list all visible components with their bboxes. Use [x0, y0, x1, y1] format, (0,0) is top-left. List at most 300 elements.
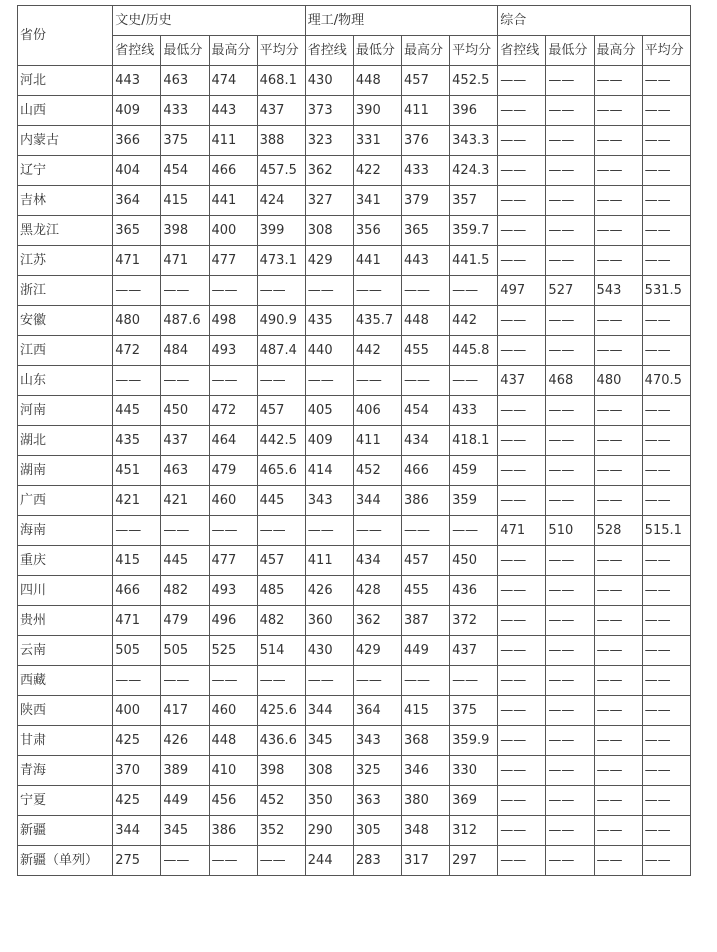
score-cell: 436 — [450, 576, 498, 606]
score-cell: 459 — [450, 456, 498, 486]
score-cell: 379 — [402, 186, 450, 216]
score-cell: —— — [546, 456, 594, 486]
province-cell: 江苏 — [18, 246, 113, 276]
score-cell: —— — [209, 516, 257, 546]
score-cell: —— — [450, 276, 498, 306]
score-cell: —— — [498, 336, 546, 366]
score-cell: 455 — [402, 336, 450, 366]
score-cell: —— — [161, 846, 209, 876]
score-cell: 443 — [402, 246, 450, 276]
score-cell: —— — [546, 396, 594, 426]
province-cell: 广西 — [18, 486, 113, 516]
score-cell: 464 — [209, 426, 257, 456]
score-cell: 468 — [546, 366, 594, 396]
score-cell: —— — [642, 546, 690, 576]
score-cell: 345 — [161, 816, 209, 846]
table-row — [18, 726, 691, 756]
score-cell: 404 — [113, 156, 161, 186]
score-cell: —— — [161, 276, 209, 306]
score-cell: —— — [209, 276, 257, 306]
score-cell: —— — [642, 636, 690, 666]
score-cell: 448 — [353, 66, 401, 96]
score-cell: —— — [594, 486, 642, 516]
score-cell: —— — [642, 696, 690, 726]
score-cell: 244 — [305, 846, 353, 876]
header-row-groups — [18, 6, 691, 36]
score-cell: 430 — [305, 66, 353, 96]
score-cell: 365 — [113, 216, 161, 246]
score-cell: 441 — [353, 246, 401, 276]
score-cell: 454 — [402, 396, 450, 426]
score-cell: —— — [498, 726, 546, 756]
score-cell: —— — [546, 786, 594, 816]
score-cell: —— — [113, 516, 161, 546]
score-cell: 424.3 — [450, 156, 498, 186]
score-cell: 456 — [209, 786, 257, 816]
score-cell: —— — [546, 246, 594, 276]
score-cell: —— — [642, 96, 690, 126]
score-cell: 440 — [305, 336, 353, 366]
score-cell: 421 — [113, 486, 161, 516]
table-row — [18, 516, 691, 546]
score-cell: —— — [642, 306, 690, 336]
score-cell: —— — [546, 306, 594, 336]
score-cell: —— — [402, 276, 450, 306]
score-cell: —— — [161, 666, 209, 696]
score-cell: 425 — [113, 786, 161, 816]
subheader-cell: 平均分 — [257, 36, 305, 66]
score-cell: —— — [305, 666, 353, 696]
score-cell: —— — [642, 396, 690, 426]
score-cell: —— — [209, 846, 257, 876]
score-cell: —— — [498, 396, 546, 426]
subheader-cell: 省控线 — [113, 36, 161, 66]
score-cell: 344 — [305, 696, 353, 726]
score-cell: 474 — [209, 66, 257, 96]
score-cell: —— — [594, 216, 642, 246]
score-cell: 525 — [209, 636, 257, 666]
score-cell: 400 — [209, 216, 257, 246]
score-cell: —— — [161, 516, 209, 546]
score-cell: 345 — [305, 726, 353, 756]
table-row — [18, 606, 691, 636]
score-cell: —— — [594, 666, 642, 696]
score-cell: —— — [498, 486, 546, 516]
group-header-science: 理工/物理 — [305, 6, 498, 36]
province-cell: 山西 — [18, 96, 113, 126]
province-cell: 浙江 — [18, 276, 113, 306]
province-cell: 湖北 — [18, 426, 113, 456]
score-cell: —— — [546, 186, 594, 216]
table-row — [18, 456, 691, 486]
score-cell: 472 — [113, 336, 161, 366]
score-cell: 359 — [450, 486, 498, 516]
score-cell: 471 — [113, 606, 161, 636]
province-cell: 吉林 — [18, 186, 113, 216]
subheader-cell: 最高分 — [594, 36, 642, 66]
score-cell: 443 — [113, 66, 161, 96]
score-cell: 471 — [498, 516, 546, 546]
score-cell: 470.5 — [642, 366, 690, 396]
table-row — [18, 486, 691, 516]
score-cell: —— — [498, 96, 546, 126]
table-row — [18, 576, 691, 606]
score-cell: 433 — [161, 96, 209, 126]
admission-scores-table — [17, 5, 691, 876]
score-cell: 472 — [209, 396, 257, 426]
score-cell: 428 — [353, 576, 401, 606]
province-cell: 河南 — [18, 396, 113, 426]
score-cell: 375 — [161, 126, 209, 156]
score-cell: —— — [594, 606, 642, 636]
score-cell: 450 — [450, 546, 498, 576]
header-row-subheaders — [18, 36, 691, 66]
score-cell: —— — [113, 276, 161, 306]
score-cell: 348 — [402, 816, 450, 846]
score-cell: 457 — [257, 396, 305, 426]
score-cell: 445.8 — [450, 336, 498, 366]
score-cell: 490.9 — [257, 306, 305, 336]
score-cell: —— — [546, 846, 594, 876]
score-cell: 528 — [594, 516, 642, 546]
score-cell: 437 — [257, 96, 305, 126]
score-cell: —— — [594, 396, 642, 426]
score-cell: —— — [594, 126, 642, 156]
score-cell: —— — [546, 756, 594, 786]
score-cell: 373 — [305, 96, 353, 126]
score-cell: 477 — [209, 546, 257, 576]
score-cell: 426 — [305, 576, 353, 606]
score-cell: —— — [498, 306, 546, 336]
score-cell: 435.7 — [353, 306, 401, 336]
score-cell: 454 — [161, 156, 209, 186]
score-cell: 343 — [305, 486, 353, 516]
table-row — [18, 366, 691, 396]
score-cell: 323 — [305, 126, 353, 156]
score-cell: 312 — [450, 816, 498, 846]
score-cell: —— — [642, 666, 690, 696]
province-cell: 安徽 — [18, 306, 113, 336]
score-cell: 346 — [402, 756, 450, 786]
score-cell: 369 — [450, 786, 498, 816]
score-cell: —— — [498, 756, 546, 786]
score-cell: —— — [257, 276, 305, 306]
score-cell: 415 — [113, 546, 161, 576]
province-cell: 青海 — [18, 756, 113, 786]
score-cell: 356 — [353, 216, 401, 246]
score-cell: —— — [594, 66, 642, 96]
score-cell: —— — [353, 276, 401, 306]
score-cell: 433 — [402, 156, 450, 186]
score-cell: 487.4 — [257, 336, 305, 366]
subheader-cell: 平均分 — [642, 36, 690, 66]
score-cell: —— — [642, 186, 690, 216]
score-cell: 515.1 — [642, 516, 690, 546]
score-cell: 479 — [161, 606, 209, 636]
table-row — [18, 546, 691, 576]
score-cell: 421 — [161, 486, 209, 516]
score-cell: 409 — [305, 426, 353, 456]
subheader-cell: 省控线 — [498, 36, 546, 66]
score-cell: 398 — [161, 216, 209, 246]
table-row — [18, 156, 691, 186]
score-cell: 425 — [113, 726, 161, 756]
score-cell: 308 — [305, 756, 353, 786]
score-cell: 430 — [305, 636, 353, 666]
province-cell: 重庆 — [18, 546, 113, 576]
score-cell: 275 — [113, 846, 161, 876]
score-cell: 496 — [209, 606, 257, 636]
table-row — [18, 126, 691, 156]
score-cell: 457 — [257, 546, 305, 576]
score-cell: 441.5 — [450, 246, 498, 276]
score-cell: —— — [498, 246, 546, 276]
score-cell: 448 — [209, 726, 257, 756]
score-cell: —— — [594, 546, 642, 576]
score-cell: —— — [546, 816, 594, 846]
score-cell: 406 — [353, 396, 401, 426]
score-cell: 425.6 — [257, 696, 305, 726]
score-cell: —— — [594, 336, 642, 366]
score-cell: 343 — [353, 726, 401, 756]
score-cell: 415 — [402, 696, 450, 726]
score-cell: 283 — [353, 846, 401, 876]
score-cell: 363 — [353, 786, 401, 816]
score-cell: —— — [642, 66, 690, 96]
score-cell: 411 — [209, 126, 257, 156]
score-cell: —— — [546, 546, 594, 576]
subheader-cell: 最低分 — [546, 36, 594, 66]
score-cell: 418.1 — [450, 426, 498, 456]
score-cell: —— — [546, 96, 594, 126]
score-cell: 362 — [305, 156, 353, 186]
score-cell: —— — [642, 336, 690, 366]
score-cell: 460 — [209, 486, 257, 516]
score-cell: 437 — [498, 366, 546, 396]
province-cell: 江西 — [18, 336, 113, 366]
score-cell: 452 — [257, 786, 305, 816]
score-cell: 424 — [257, 186, 305, 216]
score-cell: —— — [498, 576, 546, 606]
score-cell: —— — [257, 366, 305, 396]
score-cell: 376 — [402, 126, 450, 156]
score-cell: —— — [257, 666, 305, 696]
score-cell: 422 — [353, 156, 401, 186]
score-cell: —— — [594, 456, 642, 486]
province-cell: 新疆 — [18, 816, 113, 846]
score-cell: —— — [546, 696, 594, 726]
score-cell: —— — [113, 666, 161, 696]
score-cell: 364 — [113, 186, 161, 216]
score-cell: 442 — [353, 336, 401, 366]
score-cell: 531.5 — [642, 276, 690, 306]
score-cell: 411 — [353, 426, 401, 456]
table-row — [18, 216, 691, 246]
score-cell: 442.5 — [257, 426, 305, 456]
score-cell: —— — [546, 66, 594, 96]
score-cell: 457 — [402, 546, 450, 576]
score-cell: —— — [402, 666, 450, 696]
province-cell: 陕西 — [18, 696, 113, 726]
score-cell: —— — [594, 186, 642, 216]
score-cell: 514 — [257, 636, 305, 666]
score-cell: 388 — [257, 126, 305, 156]
group-header-comprehensive: 综合 — [498, 6, 691, 36]
score-cell: —— — [546, 606, 594, 636]
table-row — [18, 666, 691, 696]
score-cell: 359.7 — [450, 216, 498, 246]
score-cell: 434 — [402, 426, 450, 456]
score-cell: 426 — [161, 726, 209, 756]
score-cell: —— — [642, 246, 690, 276]
score-cell: 437 — [161, 426, 209, 456]
score-cell: 448 — [402, 306, 450, 336]
province-cell: 四川 — [18, 576, 113, 606]
score-cell: —— — [594, 756, 642, 786]
score-cell: 487.6 — [161, 306, 209, 336]
table-row — [18, 186, 691, 216]
score-cell: —— — [498, 546, 546, 576]
score-cell: —— — [209, 366, 257, 396]
score-cell: 493 — [209, 336, 257, 366]
score-cell: —— — [498, 696, 546, 726]
table-row — [18, 306, 691, 336]
score-cell: —— — [642, 816, 690, 846]
table-row — [18, 756, 691, 786]
score-cell: 433 — [450, 396, 498, 426]
score-cell: 429 — [353, 636, 401, 666]
score-cell: —— — [498, 606, 546, 636]
table-row — [18, 696, 691, 726]
score-cell: 443 — [209, 96, 257, 126]
province-cell: 河北 — [18, 66, 113, 96]
score-cell: —— — [353, 516, 401, 546]
score-cell: 331 — [353, 126, 401, 156]
score-cell: —— — [594, 426, 642, 456]
score-cell: 297 — [450, 846, 498, 876]
score-cell: 471 — [161, 246, 209, 276]
score-cell: 465.6 — [257, 456, 305, 486]
score-cell: —— — [498, 666, 546, 696]
score-cell: —— — [546, 336, 594, 366]
score-cell: —— — [353, 666, 401, 696]
score-cell: —— — [498, 156, 546, 186]
score-cell: 399 — [257, 216, 305, 246]
score-cell: —— — [450, 666, 498, 696]
score-cell: 498 — [209, 306, 257, 336]
score-cell: 436.6 — [257, 726, 305, 756]
score-cell: —— — [642, 846, 690, 876]
score-cell: 398 — [257, 756, 305, 786]
province-cell: 新疆（单列） — [18, 846, 113, 876]
province-cell: 黑龙江 — [18, 216, 113, 246]
score-cell: 362 — [353, 606, 401, 636]
score-cell: 364 — [353, 696, 401, 726]
table-row — [18, 66, 691, 96]
score-cell: —— — [642, 726, 690, 756]
score-cell: 441 — [209, 186, 257, 216]
score-cell: —— — [305, 366, 353, 396]
score-cell: —— — [257, 846, 305, 876]
table-row — [18, 246, 691, 276]
score-cell: 435 — [305, 306, 353, 336]
score-cell: —— — [642, 126, 690, 156]
score-cell: —— — [498, 786, 546, 816]
table-row — [18, 786, 691, 816]
score-cell: —— — [498, 456, 546, 486]
score-cell: 473.1 — [257, 246, 305, 276]
score-cell: 527 — [546, 276, 594, 306]
score-cell: —— — [642, 756, 690, 786]
score-cell: 480 — [113, 306, 161, 336]
score-cell: 405 — [305, 396, 353, 426]
score-cell: —— — [642, 486, 690, 516]
score-cell: —— — [594, 246, 642, 276]
province-cell: 山东 — [18, 366, 113, 396]
subheader-cell: 最低分 — [353, 36, 401, 66]
score-cell: 505 — [161, 636, 209, 666]
score-cell: 411 — [305, 546, 353, 576]
score-cell: —— — [498, 636, 546, 666]
table-row — [18, 276, 691, 306]
score-cell: 327 — [305, 186, 353, 216]
score-cell: 308 — [305, 216, 353, 246]
score-cell: —— — [642, 456, 690, 486]
score-cell: —— — [546, 486, 594, 516]
score-cell: 480 — [594, 366, 642, 396]
score-cell: 482 — [161, 576, 209, 606]
score-cell: 484 — [161, 336, 209, 366]
score-cell: —— — [498, 126, 546, 156]
score-cell: —— — [209, 666, 257, 696]
table-row — [18, 846, 691, 876]
score-cell: —— — [257, 516, 305, 546]
score-cell: 434 — [353, 546, 401, 576]
score-cell: 437 — [450, 636, 498, 666]
score-cell: 451 — [113, 456, 161, 486]
table-row — [18, 96, 691, 126]
score-cell: —— — [594, 696, 642, 726]
score-cell: 386 — [209, 816, 257, 846]
score-cell: 482 — [257, 606, 305, 636]
score-cell: 389 — [161, 756, 209, 786]
score-cell: 317 — [402, 846, 450, 876]
score-cell: 290 — [305, 816, 353, 846]
score-cell: —— — [546, 126, 594, 156]
score-cell: 510 — [546, 516, 594, 546]
score-cell: —— — [642, 606, 690, 636]
score-cell: —— — [546, 426, 594, 456]
score-cell: —— — [498, 66, 546, 96]
score-cell: —— — [594, 786, 642, 816]
score-cell: 457 — [402, 66, 450, 96]
score-cell: 445 — [161, 546, 209, 576]
score-cell: —— — [594, 816, 642, 846]
score-cell: 452.5 — [450, 66, 498, 96]
score-cell: 370 — [113, 756, 161, 786]
score-cell: —— — [546, 156, 594, 186]
score-cell: —— — [594, 306, 642, 336]
score-cell: 445 — [257, 486, 305, 516]
score-cell: —— — [546, 576, 594, 606]
score-cell: —— — [450, 366, 498, 396]
score-cell: 457.5 — [257, 156, 305, 186]
score-cell: 466 — [209, 156, 257, 186]
score-cell: 409 — [113, 96, 161, 126]
score-cell: —— — [353, 366, 401, 396]
score-cell: 493 — [209, 576, 257, 606]
score-cell: 359.9 — [450, 726, 498, 756]
